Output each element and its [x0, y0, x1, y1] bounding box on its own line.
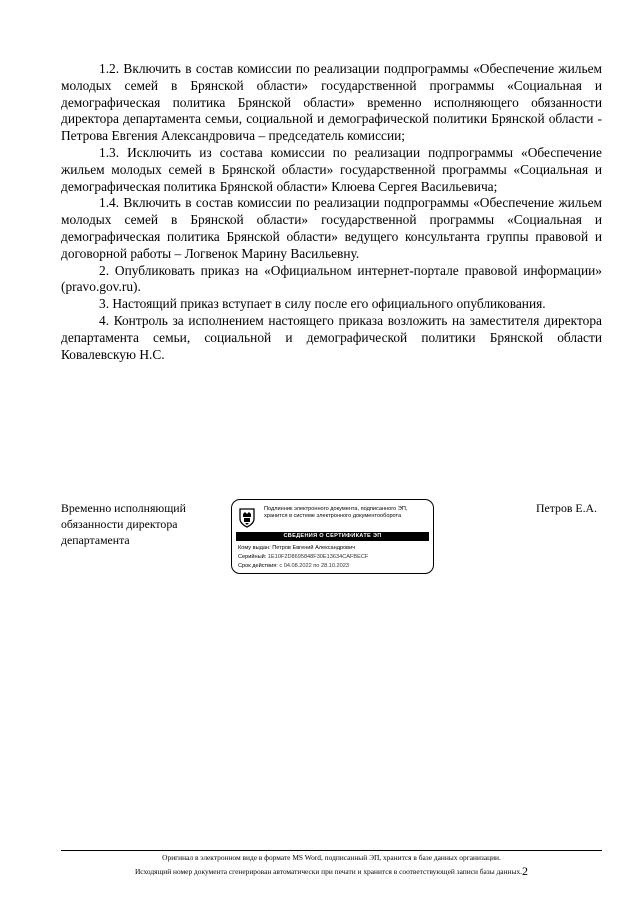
- serial-value: 1E10F2D8695848F30E13634CAFBECF: [267, 554, 369, 560]
- footer-note-original: Оригинал в электронном виде в формате MS Word, подписанный ЭП, хранится в базе данных организации.: [162, 853, 501, 862]
- paragraph-3: 3. Настоящий приказ вступает в силу после его официального опубликования.: [99, 296, 546, 312]
- document-body: [61, 61, 602, 363]
- electronic-signature-stamp: [231, 499, 434, 574]
- footer-note-number-text: Исходящий номер документа сгенерирован автоматически при печати и хранится в соответствующей записи базы данных.: [134, 867, 523, 876]
- valid-label: Срок действия:: [238, 563, 278, 569]
- valid-value: с 04.08.2022 по 28.10.2023: [279, 563, 349, 569]
- footer-divider: [61, 850, 602, 851]
- paragraph-1-2: 1.2. Включить в состав комиссии по реализации подпрограммы «Обеспечение жильем молодых семей в Брянской области» государственной программы «Социальная и демографическая политика Брянской области» временно исполняющего обязанности директора департамента семьи, социальной и демографической политики Брянской области - Петрова Евгения Александровича – председатель комиссии;: [61, 61, 602, 144]
- coat-of-arms-icon: [238, 508, 256, 528]
- signer-name: Петров Е.А.: [536, 501, 597, 515]
- stamp-issued-to: [238, 545, 355, 552]
- stamp-validity: [238, 563, 349, 570]
- issued-to-value: Петров Евгений Александрович: [272, 545, 356, 551]
- stamp-note: Подлинник электронного документа, подписанного ЭП, хранится в системе электронного документооборота: [264, 506, 408, 519]
- paragraph-1-4: 1.4. Включить в состав комиссии по реализации подпрограммы «Обеспечение жильем молодых семей в Брянской области» государственной программы «Социальная и демографическая политика Брянской области» ведущего консультанта группы правовой и договорной работы – Логвенок Марину Васильевну.: [61, 195, 602, 261]
- serial-label: Серийный:: [238, 554, 267, 560]
- paragraph-4: 4. Контроль за исполнением настоящего приказа возложить на заместителя директора департамента семьи, социальной и демографической политики Брянской области Ковалевскую Н.С.: [61, 312, 602, 362]
- signer-title: Временно исполняющий обязанности директора департамента: [61, 501, 186, 547]
- paragraph-2: 2. Опубликовать приказ на «Официальном интернет-портале правовой информации» (pravo.gov.ru).: [61, 262, 602, 295]
- stamp-header: СВЕДЕНИЯ О СЕРТИФИКАТЕ ЭП: [236, 532, 429, 541]
- footer-note-number: [61, 866, 602, 877]
- issued-to-label: Кому выдан:: [238, 545, 271, 551]
- page-number: 2: [522, 864, 529, 878]
- stamp-serial: [238, 554, 368, 561]
- paragraph-1-3: 1.3. Исключить из состава комиссии по реализации подпрограммы «Обеспечение жильем молодых семей в Брянской области» государственной программы «Социальная и демографическая политика Брянской области» Клюева Сергея Васильевича;: [61, 144, 602, 194]
